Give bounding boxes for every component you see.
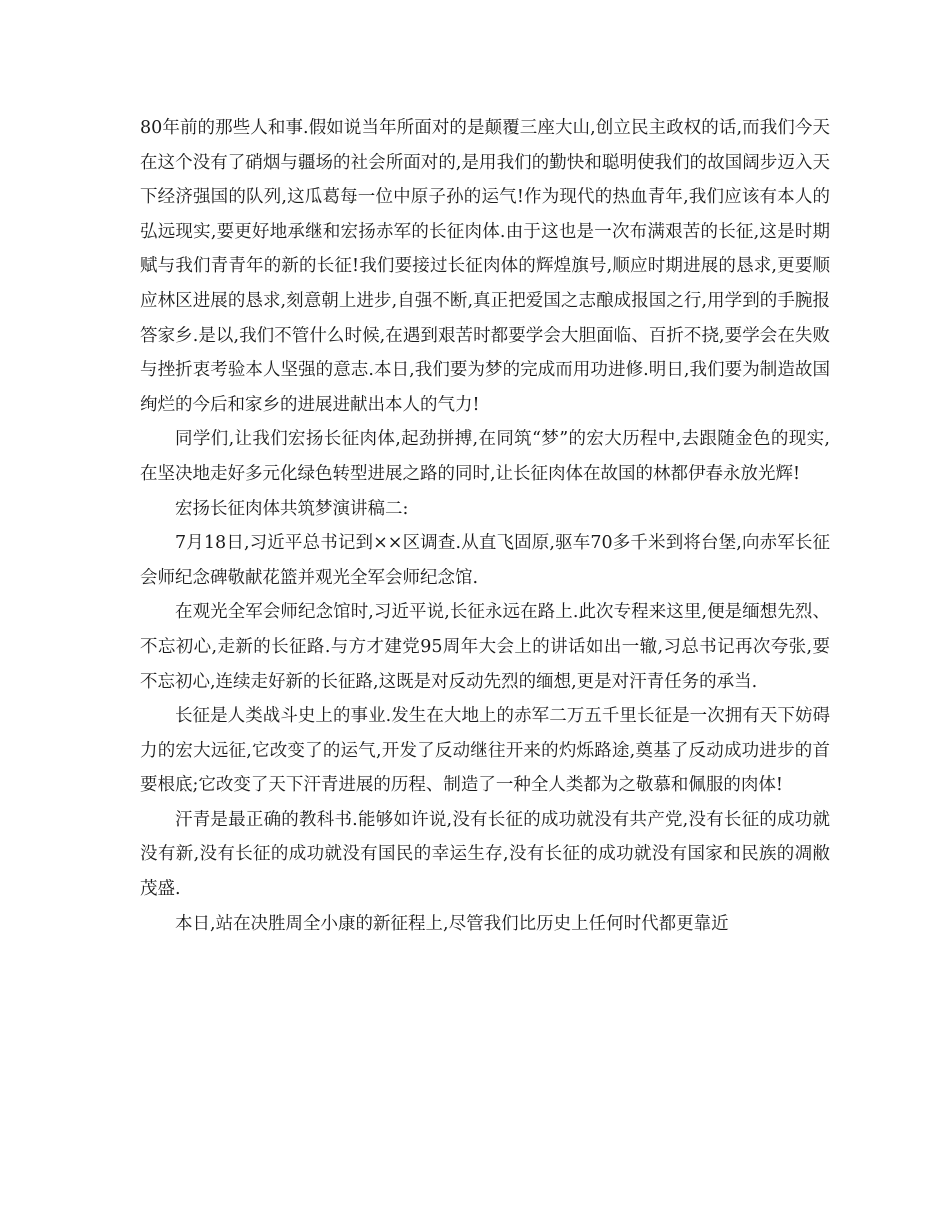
paragraph-1: 80年前的那些人和事.假如说当年所面对的是颠覆三座大山,创立民主政权的话,而我们今天在这个没有了硝烟与疆场的社会所面对的,是用我们的勤快和聪明使我们的故国阔步迈入天下经济强国的队列,这瓜葛每一位中原子孙的运气!作为现代的热血青年,我们应该有本人的弘远现实,要更好地承继和宏扬赤军的长征肉体.由于这也是一次布满艰苦的长征,这是时期赋与我们青青年的新的长征!我们要接过长征肉体的辉煌旗号,顺应时期进展的恳求,更要顺应林区进展的恳求,刻意朝上进步,自强不断,真正把爱国之志酿成报国之行,用学到的手腕报答家乡.是以,我们不管什么时候,在遇到艰苦时都要学会大胆面临、百折不挠,要学会在失败与挫折衷考验本人坚强的意志.本日,我们要为梦的完成而用功进修.明日,我们要为制造故国绚烂的今后和家乡的进展进献出本人的气力! (140, 118, 830, 415)
paragraph-3: 7月18日,习近平总书记到××区调查.从直飞固原,驱车70多千米到将台堡,向赤军长征会师纪念碑敬献花篮并观光全军会师纪念馆. (140, 533, 830, 588)
document-body (140, 111, 830, 941)
paragraph-6: 汗青是最正确的教科书.能够如许说,没有长征的成功就没有共产党,没有长征的成功就没有新,没有长征的成功就没有国民的幸运生存,没有长征的成功就没有国家和民族的凋敝茂盛. (140, 809, 830, 900)
paragraph-5: 长征是人类战斗史上的事业.发生在大地上的赤军二万五千里长征是一次拥有天下妨碍力的宏大远征,它改变了的运气,开发了反动继往开来的灼烁路途,奠基了反动成功进步的首要根底;它改变了天下汗青进展的历程、制造了一种全人类都为之敬慕和佩服的肉体! (140, 706, 830, 796)
paragraph-2: 同学们,让我们宏扬长征肉体,起劲拼搏,在同筑“梦”的宏大历程中,去跟随金色的现实,在坚决地走好多元化绿色转型进展之路的同时,让长征肉体在故国的林都伊春永放光辉! (140, 429, 830, 484)
paragraph-7: 本日,站在决胜周全小康的新征程上,尽管我们比历史上任何时代都更靠近 (175, 913, 729, 934)
section-heading: 宏扬长征肉体共筑梦演讲稿二: (175, 498, 409, 519)
paragraph-4: 在观光全军会师纪念馆时,习近平说,长征永远在路上.此次专程来这里,便是缅想先烈、不忘初心,走新的长征路.与方才建党95周年大会上的讲话如出一辙,习总书记再次夸张,要不忘初心,连续走好新的长征路,这既是对反动先烈的缅想,更是对汗青任务的承当. (140, 602, 830, 692)
